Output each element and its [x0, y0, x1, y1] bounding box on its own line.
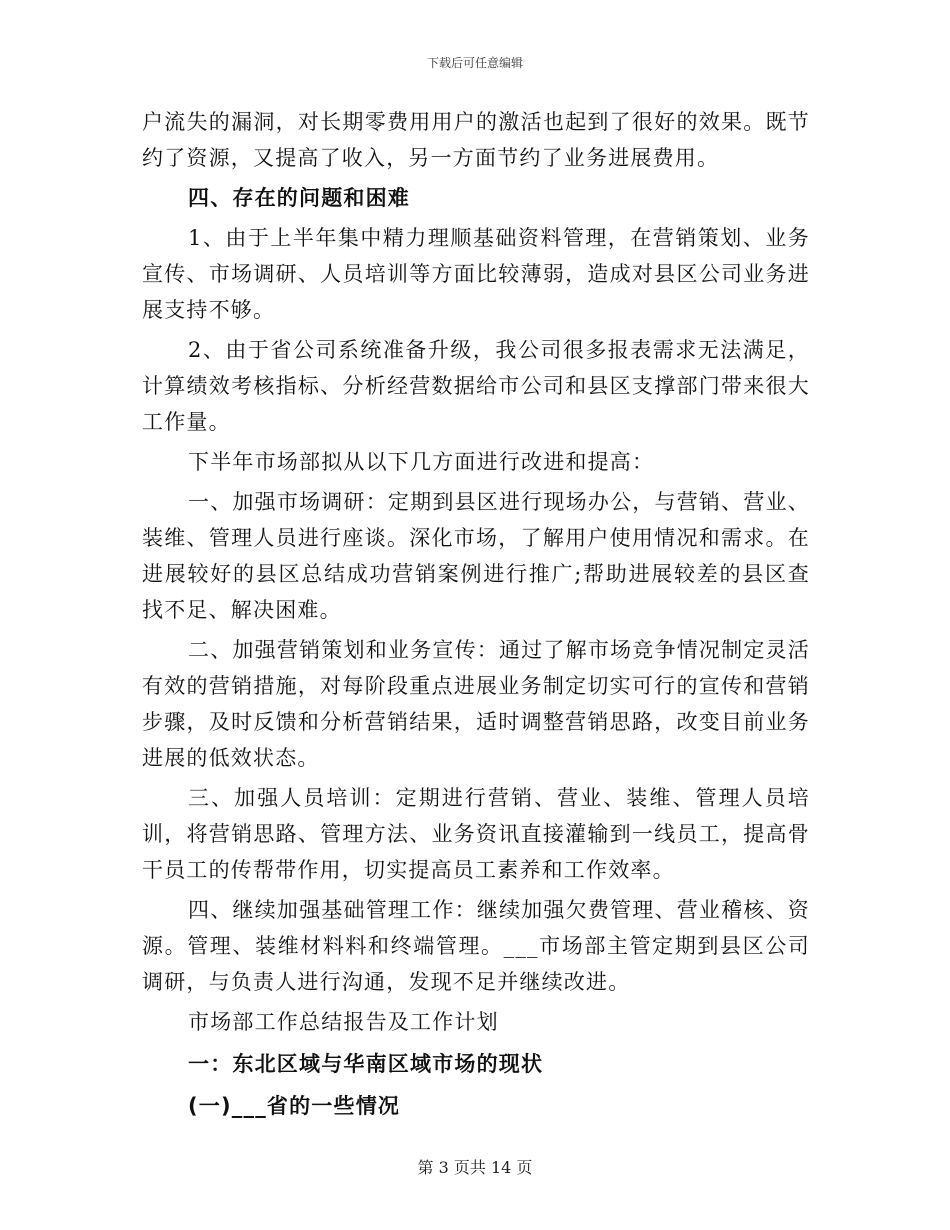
paragraph-plan-intro: 下半年市场部拟从以下几方面进行改进和提高： [188, 450, 655, 474]
paragraph-plan-3: 三、加强人员培训：定期进行营销、营业、装维、管理人员培训，将营销思路、管理方法、业务资讯直接灌输到一线员工，提高骨干员工的传帮带作用，切实提高员工素养和工作效率。 [142, 786, 810, 882]
document-body [142, 104, 810, 1124]
page-header: 下载后可任意编辑 [426, 56, 523, 70]
paragraph-plan-1: 一、加强市场调研：定期到县区进行现场办公，与营销、营业、装维、管理人员进行座谈。深化市场，了解用户使用情况和需求。在进展较好的县区总结成功营销案例进行推广;帮助进展较差的县区查找不足、解决困难。 [142, 490, 810, 622]
document-subtitle: 市场部工作总结报告及工作计划 [188, 1010, 499, 1034]
paragraph-plan-4: 四、继续加强基础管理工作：继续加强欠费管理、营业稽核、资源。管理、装维材料料和终端管理。___市场部主管定期到县区公司调研，与负责人进行沟通，发现不足并继续改进。 [142, 898, 810, 994]
paragraph-plan-2: 二、加强营销策划和业务宣传：通过了解市场竞争情况制定灵活有效的营销措施，对每阶段重点进展业务制定切实可行的宣传和营销步骤，及时反馈和分析营销结果，适时调整营销思路，改变目前业务进展的低效状态。 [142, 638, 810, 770]
paragraph-problem-1: 1、由于上半年集中精力理顺基础资料管理，在营销策划、业务宣传、市场调研、人员培训等方面比较薄弱，造成对县区公司业务进展支持不够。 [142, 226, 810, 322]
section-heading-problems: 四、存在的问题和困难 [188, 186, 410, 210]
subsection-heading-province: (一)___省的一些情况 [188, 1094, 401, 1118]
page-footer: 第 3 页共 14 页 [417, 1158, 533, 1177]
paragraph-continuation: 户流失的漏洞，对长期零费用用户的激活也起到了很好的效果。既节约了资源，又提高了收入，另一方面节约了业务进展费用。 [142, 110, 810, 170]
paragraph-problem-2: 2、由于省公司系统准备升级，我公司很多报表需求无法满足，计算绩效考核指标、分析经营数据给市公司和县区支撑部门带来很大工作量。 [142, 338, 810, 434]
section-heading-market-status: 一：东北区域与华南区域市场的现状 [188, 1052, 544, 1076]
